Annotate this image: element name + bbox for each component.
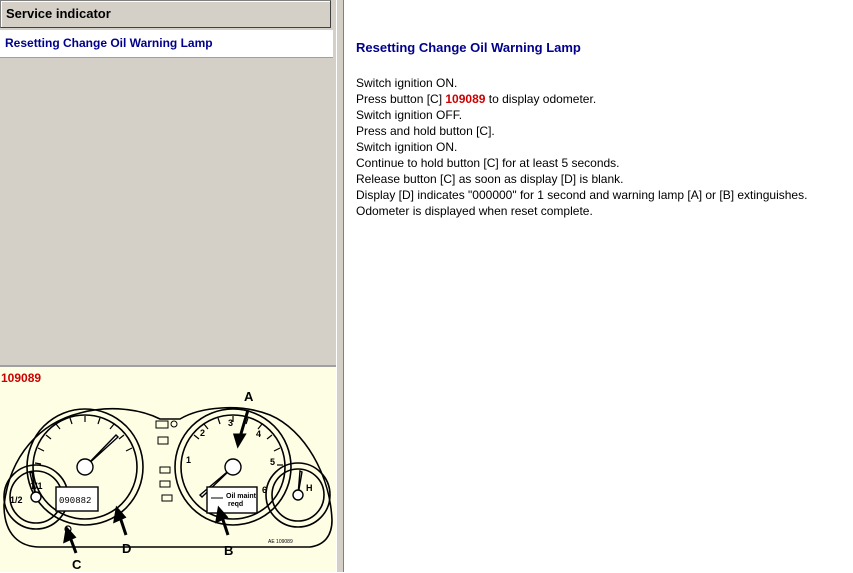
step-6: Continue to hold button [C] for at least 5 seconds. xyxy=(356,156,620,170)
step-2-text-b: to display odometer. xyxy=(485,92,597,106)
tacho-number-3: 3 xyxy=(228,418,234,428)
procedure-content xyxy=(356,40,851,219)
warning-message-line1: Oil maint xyxy=(226,493,256,500)
step-9: Odometer is displayed when reset complete. xyxy=(356,204,593,218)
topic-item-resetting-oil-lamp[interactable]: Resetting Change Oil Warning Lamp xyxy=(5,36,213,50)
fuel-label-half: 1/2 xyxy=(10,495,23,505)
procedure-steps xyxy=(356,75,851,219)
callout-c: C xyxy=(72,557,82,572)
figure-code: 109089 xyxy=(1,371,42,385)
section-header: Service indicator xyxy=(0,0,331,28)
figure-ref-code: AE 109089 xyxy=(268,539,293,545)
odometer-value: 090882 xyxy=(59,496,92,506)
step-2 xyxy=(356,91,851,107)
tacho-number-5: 5 xyxy=(270,457,276,467)
step-3: Switch ignition OFF. xyxy=(356,108,463,122)
step-2-text-a: Press button [C] xyxy=(356,92,446,106)
tacho-number-6: 6 xyxy=(262,485,268,495)
tacho-number-1: 1 xyxy=(186,455,192,465)
fuel-label-full: 1/1 xyxy=(30,481,43,491)
step-1: Switch ignition ON. xyxy=(356,76,458,90)
step-4: Press and hold button [C]. xyxy=(356,124,495,138)
pane-splitter[interactable] xyxy=(336,0,344,572)
left-pane xyxy=(0,0,336,572)
step-8: Display [D] indicates "000000" for 1 second and warning lamp [A] or [B] extinguishes. xyxy=(356,188,808,202)
procedure-title: Resetting Change Oil Warning Lamp xyxy=(356,40,581,55)
step-7: Release button [C] as soon as display [D] is blank. xyxy=(356,172,624,186)
callout-b: B xyxy=(224,543,234,558)
instrument-cluster-diagram xyxy=(0,385,336,573)
warning-message-line2: reqd xyxy=(228,501,244,508)
temp-label-hot: H xyxy=(306,483,313,493)
callout-d: D xyxy=(122,541,132,556)
step-5: Switch ignition ON. xyxy=(356,140,458,154)
tacho-number-4: 4 xyxy=(256,429,262,439)
topic-list xyxy=(0,30,333,58)
callout-a: A xyxy=(244,389,254,404)
step-2-code-link[interactable]: 109089 xyxy=(445,92,486,106)
figure-pane xyxy=(0,365,336,572)
tacho-number-2: 2 xyxy=(200,428,206,438)
